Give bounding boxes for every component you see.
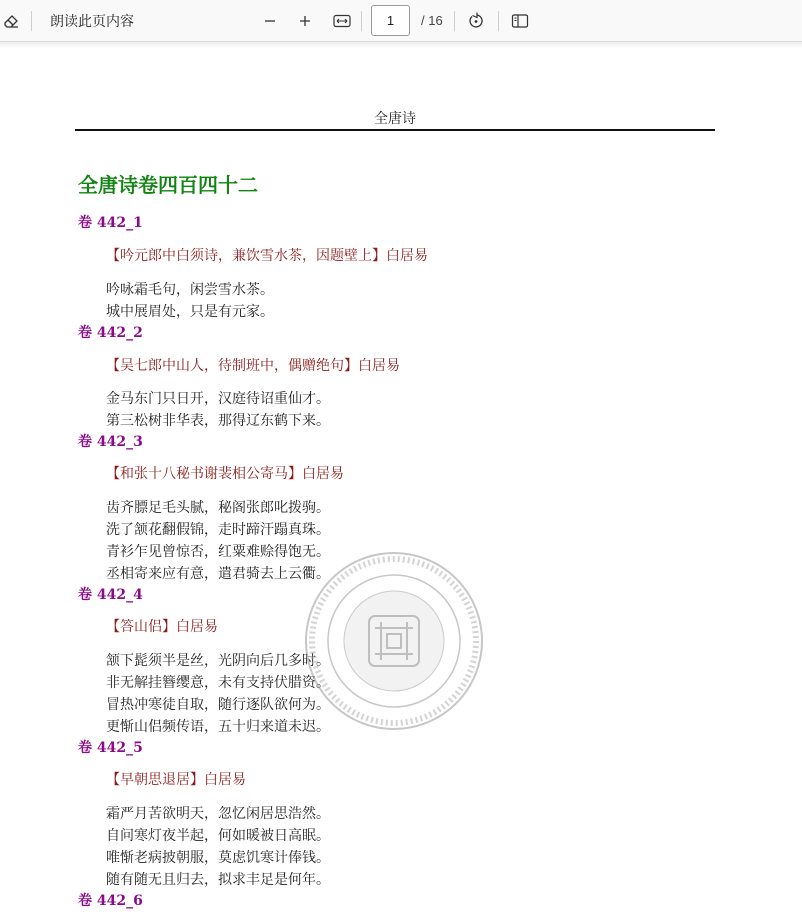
poem-line: 金马东门只日开，汉庭待诏重仙才。	[106, 391, 330, 407]
header-rule	[75, 129, 715, 131]
zoom-out-icon[interactable]	[256, 7, 284, 35]
poem-line: 丞相寄来应有意，遣君骑去上云衢。	[106, 566, 330, 582]
volume-label: 卷 442_6	[78, 893, 143, 909]
volume-label: 卷 442_5	[78, 740, 143, 756]
volume-label: 卷 442_4	[78, 587, 143, 603]
zoom-in-icon[interactable]	[291, 7, 319, 35]
running-header: 全唐诗	[374, 111, 416, 127]
poem-line: 更惭山侣频传语，五十归来道未迟。	[106, 719, 330, 735]
poem-title: 【答山侣】白居易	[106, 619, 218, 635]
poem-title: 【早朝思退居】白居易	[106, 772, 246, 788]
volume-label: 卷 442_1	[78, 215, 143, 231]
poem-line: 洗了颔花翻假锦，走时蹄汗蹋真珠。	[106, 522, 330, 538]
library-seal-watermark	[303, 550, 485, 732]
poem-line: 霜严月苦欲明天，忽忆闲居思浩然。	[106, 806, 330, 822]
read-aloud-button[interactable]: 朗读此页内容	[50, 14, 134, 30]
poem-line: 自问寒灯夜半起，何如暖被日高眠。	[106, 828, 330, 844]
eraser-icon[interactable]	[0, 7, 25, 35]
poem-line: 城中展眉处，只是有元家。	[106, 304, 274, 320]
page-total: / 16	[421, 13, 443, 28]
poem-line: 冒热冲寒徒自取，随行逐队欲何为。	[106, 697, 330, 713]
poem-line: 唯惭老病披朝服，莫虑饥寒计俸钱。	[106, 850, 330, 866]
poem-line: 第三松树非华表，那得辽东鹤下来。	[106, 413, 330, 429]
volume-label: 卷 442_3	[78, 434, 143, 450]
rotate-icon[interactable]	[462, 7, 490, 35]
poem-line: 吟咏霜毛句，闲尝雪水茶。	[106, 282, 274, 298]
document-title: 全唐诗卷四百四十二	[78, 173, 258, 197]
page-view-icon[interactable]	[506, 7, 534, 35]
toolbar-divider	[361, 11, 362, 31]
toolbar-divider	[31, 11, 32, 31]
toolbar-divider	[454, 11, 455, 31]
poem-title: 【和张十八秘书谢裴相公寄马】白居易	[106, 466, 344, 482]
pdf-toolbar	[0, 0, 802, 42]
poem-line: 非无解挂簪缨意，未有支持伏腊资。	[106, 675, 330, 691]
poem-title: 【吴七郎中山人，待制班中，偶赠绝句】白居易	[106, 358, 400, 374]
toolbar-divider	[498, 11, 499, 31]
poem-line: 青衫乍见曾惊否，红粟难赊得饱无。	[106, 544, 330, 560]
fit-width-icon[interactable]	[328, 7, 356, 35]
poem-line: 随有随无且归去，拟求丰足是何年。	[106, 872, 330, 888]
toolbar-shadow	[0, 42, 802, 48]
page-number-input[interactable]	[371, 5, 410, 36]
poem-line: 颔下髭须半是丝，光阴向后几多时。	[106, 653, 330, 669]
poem-line: 齿齐膘足毛头腻，秘阁张郎叱拨驹。	[106, 500, 330, 516]
poem-title: 【吟元郎中白须诗，兼饮雪水茶，因题壁上】白居易	[106, 248, 428, 264]
volume-label: 卷 442_2	[78, 325, 143, 341]
